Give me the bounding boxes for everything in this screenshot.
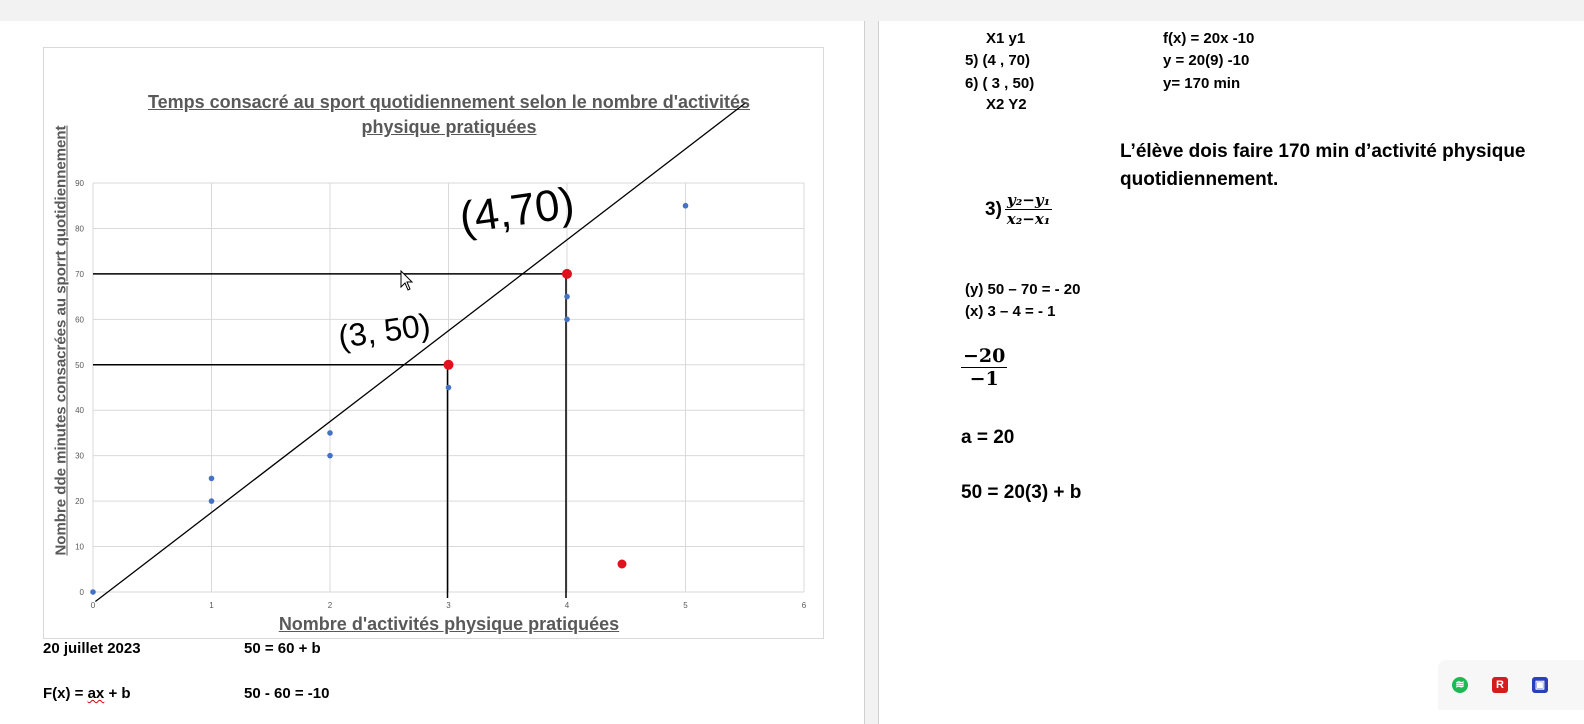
function-equation: f(x) = 20x -10 <box>1163 30 1255 47</box>
calculation: y = 20(9) -10 <box>1163 52 1250 69</box>
y-tick-label: 10 <box>75 542 84 552</box>
data-point <box>564 317 570 323</box>
data-point <box>683 203 689 209</box>
x-tick-label: 5 <box>683 601 688 610</box>
app-icon[interactable]: R <box>1492 677 1508 693</box>
right-page <box>878 21 1584 724</box>
slope-denominator: x₂−x₁ <box>1006 210 1051 228</box>
y-difference: (y) 50 – 70 = - 20 <box>965 281 1081 298</box>
network-icon[interactable]: ▣ <box>1532 677 1548 693</box>
data-point <box>327 453 333 459</box>
y-tick-label: 70 <box>75 269 84 279</box>
handwritten-label-4-70: (4,70) <box>456 178 578 243</box>
x-tick-label: 1 <box>209 601 214 610</box>
trend-line <box>95 103 744 601</box>
y-tick-label: 50 <box>75 360 84 370</box>
header-x1-y1: X1 y1 <box>986 30 1026 47</box>
conclusion-line-2: quotidiennement. <box>1120 169 1279 190</box>
left-page <box>0 21 865 724</box>
x-axis-label: Nombre d'activités physique pratiquées <box>278 614 620 634</box>
y-tick-label: 40 <box>75 406 84 416</box>
slope-numerator: y₂−y₁ <box>1007 191 1051 209</box>
fraction-numerator: −20 <box>963 345 1006 367</box>
highlighted-point <box>562 269 572 279</box>
x-difference: (x) 3 – 4 = - 1 <box>965 303 1056 320</box>
b-equation: 50 = 20(3) + b <box>961 482 1082 503</box>
chart-area <box>43 47 824 639</box>
header-x2-y2: X2 Y2 <box>986 96 1027 113</box>
data-point <box>209 498 215 504</box>
point-5: 5) (4 , 70) <box>965 52 1031 69</box>
point-6: 6) ( 3 , 50) <box>965 75 1035 92</box>
function-form: F(x) = ax + b <box>43 685 131 702</box>
handwritten-label-3-50: (3, 50) <box>335 306 433 355</box>
equation-b-2: 50 - 60 = -10 <box>244 685 330 702</box>
data-point <box>564 294 570 300</box>
result: y= 170 min <box>1163 75 1241 92</box>
y-tick-label: 20 <box>75 497 84 507</box>
slope-formula <box>1005 191 1052 228</box>
a-value: a = 20 <box>961 427 1015 448</box>
system-tray <box>1438 660 1584 710</box>
cursor-icon <box>400 270 414 292</box>
spotify-icon[interactable]: ≋ <box>1452 677 1468 693</box>
x-tick-label: 6 <box>801 601 807 610</box>
data-point <box>209 476 215 482</box>
date-text: 20 juillet 2023 <box>43 640 141 657</box>
scatter-plot <box>44 48 823 638</box>
y-tick-label: 60 <box>75 315 84 325</box>
chart-title: Temps consacré au sport quotidiennement selon le nombre d'activités physique pratiquées <box>147 92 751 137</box>
slope-fraction <box>961 345 1007 390</box>
y-tick-label: 0 <box>79 588 84 597</box>
y-tick-label: 80 <box>75 224 84 234</box>
x-tick-label: 3 <box>446 601 451 610</box>
slope-prefix: 3) <box>985 199 1002 220</box>
y-tick-label: 90 <box>75 179 84 188</box>
data-point <box>446 385 452 391</box>
data-point <box>327 430 333 436</box>
fraction-denominator: −1 <box>969 368 999 390</box>
highlighted-point <box>444 360 454 370</box>
x-tick-label: 2 <box>327 601 333 610</box>
x-tick-label: 4 <box>564 601 570 610</box>
x-tick-label: 0 <box>90 601 96 610</box>
conclusion-line-1: L’élève dois faire 170 min d’activité physique <box>1120 141 1526 162</box>
y-tick-label: 30 <box>75 451 84 461</box>
spellcheck-word: ax <box>87 685 105 702</box>
equation-b-1: 50 = 60 + b <box>244 640 321 657</box>
y-axis-label: Nombre dde minutes consacrées au sporrt quotidiennement <box>52 125 70 556</box>
data-point <box>90 589 96 595</box>
stray-red-dot <box>618 560 627 569</box>
